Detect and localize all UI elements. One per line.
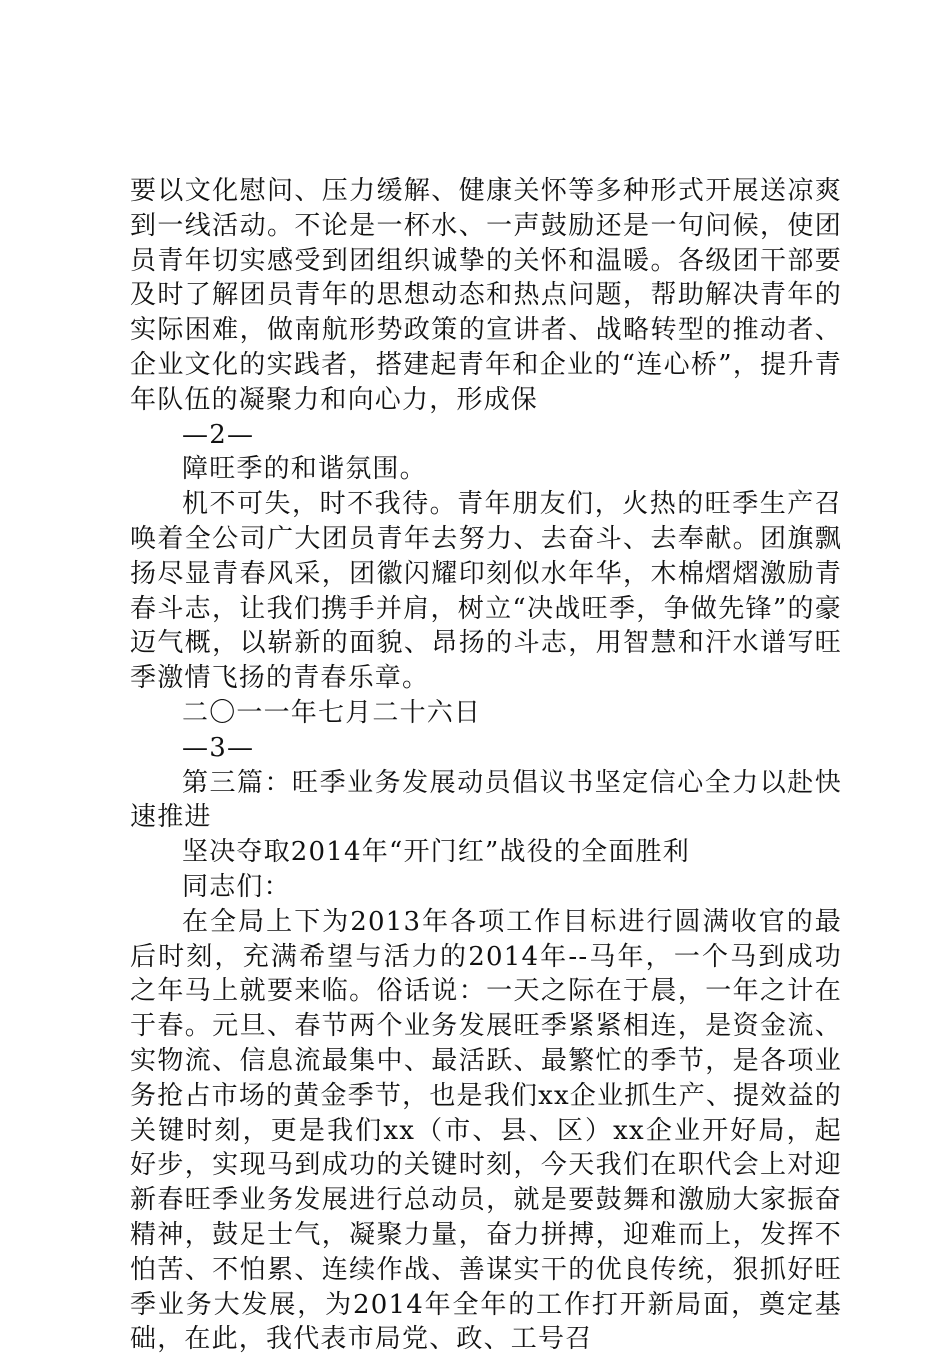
page-number-3: —3—: [182, 732, 255, 763]
paragraph-continued: 要以文化慰问、压力缓解、健康关怀等多种形式开展送凉爽到一线活动。不论是一杯水、一声鼓励还是一句问候，使团员青年切实感受到团组织诚挚的关怀和温暖。各级团干部要及时了解团员青年的思想动态和热点问题，帮助解决青年的实际困难，做南航形势政策的宣讲者、战略转型的推动者、企业文化的实践者，搭建起青年和企业的“连心桥”，提升青年队伍的凝聚力和向心力，形成保: [130, 176, 842, 415]
section-subheading: 坚决夺取2014年“开门红”战役的全面胜利: [182, 837, 690, 868]
document-date: 二〇一一年七月二十六日: [182, 697, 482, 728]
paragraph-closing-appeal: 机不可失，时不我待。青年朋友们，火热的旺季生产召唤着全公司广大团员青年去努力、去奋斗、去奉献。团旗飘扬尽显青春风采，团徽闪耀印刻似水年华，木棉熠熠激励青春斗志，让我们携手并肩，树立“决战旺季，争做先锋”的豪迈气概，以崭新的面貌、昂扬的斗志，用智慧和汗水谱写旺季激情飞扬的青春乐章。: [130, 489, 842, 694]
section-heading: 第三篇：旺季业务发展动员倡议书坚定信心全力以赴快速推进: [130, 767, 842, 833]
salutation: 同志们：: [182, 871, 291, 902]
document-body: [130, 174, 842, 1357]
paragraph-continuation: 障旺季的和谐氛围。: [182, 454, 427, 485]
paragraph-body: 在全局上下为2013年各项工作目标进行圆满收官的最后时刻，充满希望与活力的2014年--马年，一个马到成功之年马上就要来临。俗话说：一天之际在于晨，一年之计在于春。元旦、春节两个业务发展旺季紧紧相连，是资金流、实物流、信息流最集中、最活跃、最繁忙的季节，是各项业务抢占市场的黄金季节，也是我们xx企业抓生产、提效益的关键时刻，更是我们xx（市、县、区）xx企业开好局，起好步，实现马到成功的关键时刻，今天我们在职代会上对迎新春旺季业务发展进行总动员，就是要鼓舞和激励大家振奋精神，鼓足士气，凝聚力量，奋力拼搏，迎难而上，发挥不怕苦、不怕累、连续作战、善谋实干的优良传统，狠抓好旺季业务大发展，为2014年全年的工作打开新局面，奠定基础，在此，我代表市局党、政、工号召: [130, 906, 842, 1355]
page-number-2: —2—: [182, 419, 255, 450]
